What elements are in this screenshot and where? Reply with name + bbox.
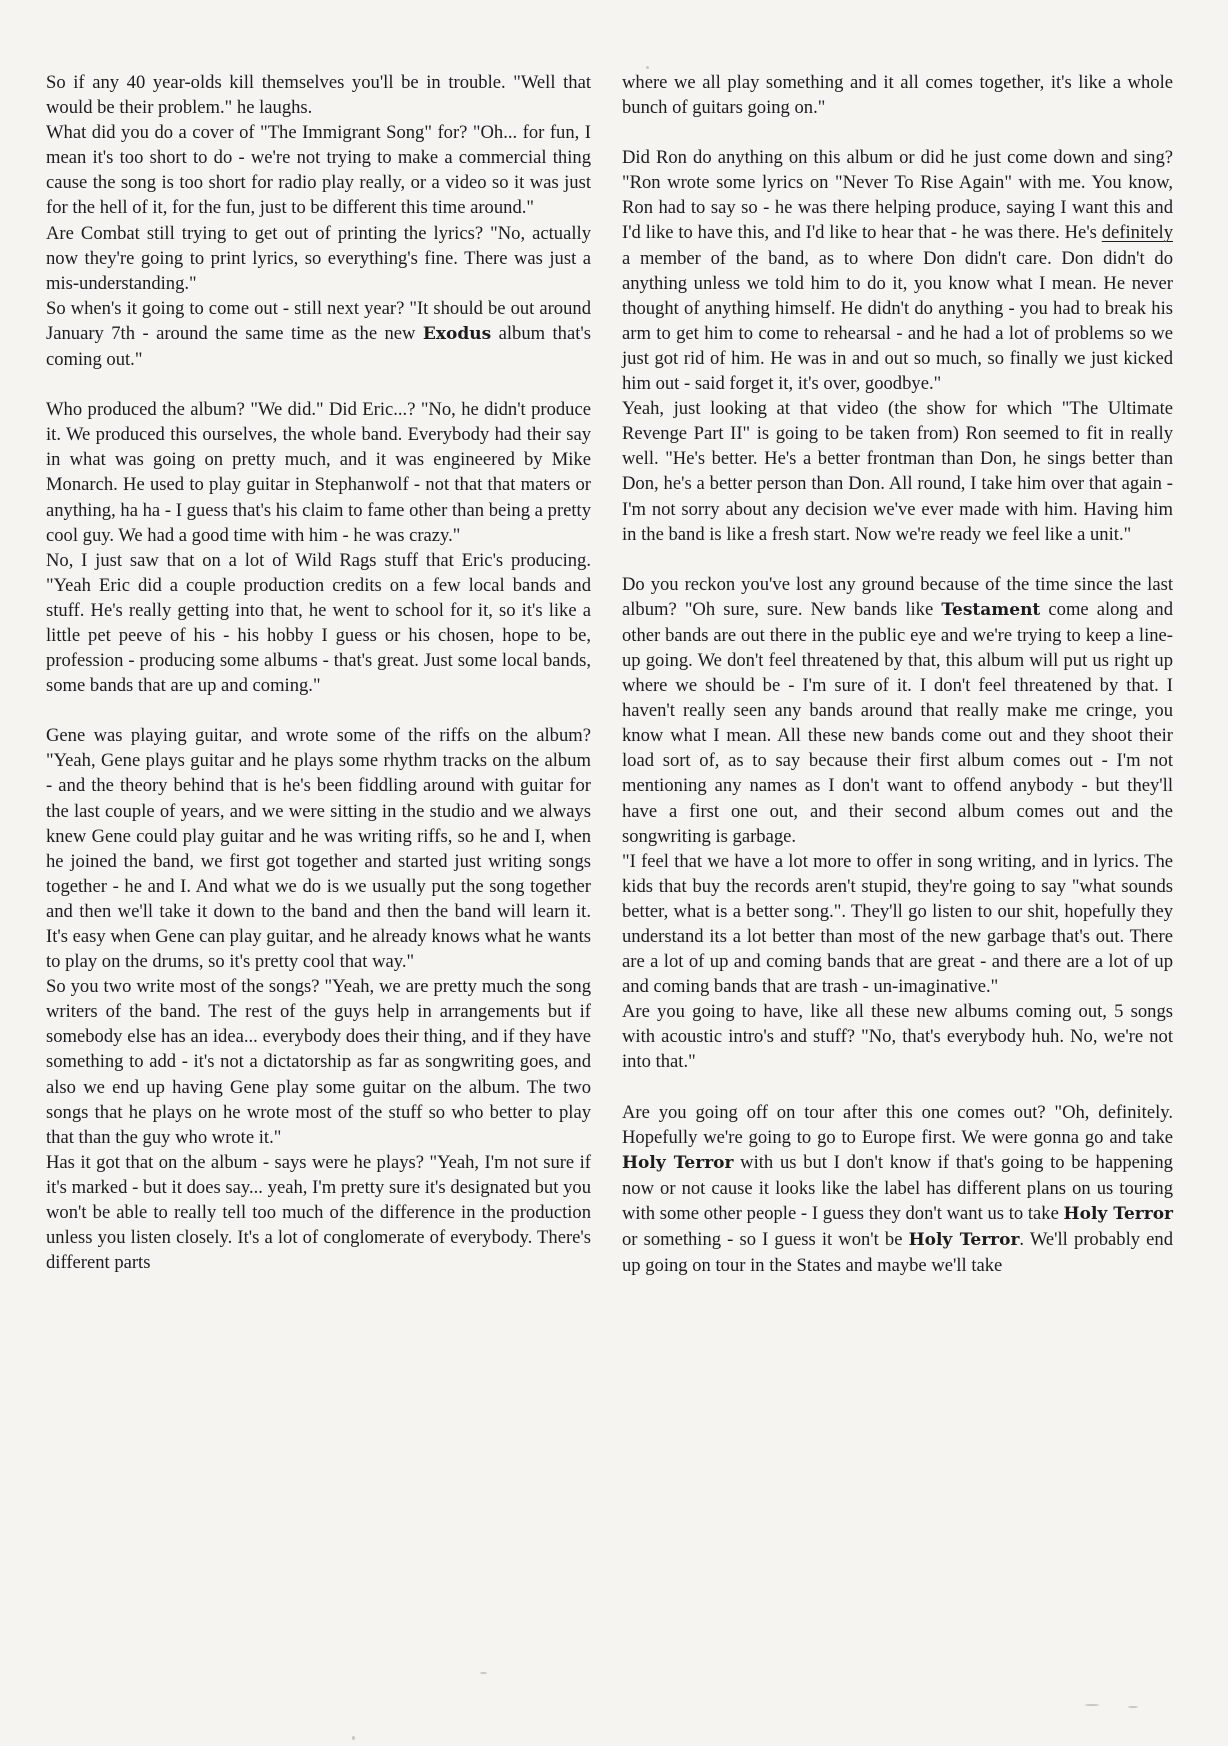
scan-speck xyxy=(480,1672,487,1674)
scan-speck xyxy=(352,1736,355,1740)
band-name: Testament xyxy=(941,599,1041,620)
scan-speck xyxy=(1128,1706,1138,1708)
paragraph: So when's it going to come out - still next year? "It should be out around January 7th - around the same time as the new Exodus album that's coming out." xyxy=(46,297,591,371)
paragraph: Are you going off on tour after this one comes out? "Oh, definitely. Hopefully we're going to go to Europe first. We were gonna go and take Holy Terror with us but I don't know if that's going to be happening now or not cause it looks like the label has different plans on us touring with some other people - I guess they don't want us to take Holy Terror or something - so I guess it won't be Holy Terror. We'll probably end up going on tour in the States and maybe we'll take xyxy=(622,1101,1173,1277)
paragraph: Are you going to have, like all these new albums coming out, 5 songs with acoustic intro's and stuff? "No, that's everybody huh. No, we're not into that." xyxy=(622,1001,1173,1073)
left-column xyxy=(46,70,591,1275)
band-name: Holy Terror xyxy=(1063,1203,1173,1224)
paragraph: Who produced the album? "We did." Did Eric...? "No, he didn't produce it. We produced this ourselves, the whole band. Everybody had their say in what was going on pretty much, and it was engineered by Mike Monarch. He used to play guitar in Stephanwolf - not that that maters or anything, ha ha - I guess that's his claim to fame other than being a pretty cool guy. We had a good time with him - he was crazy." xyxy=(46,399,591,546)
scan-speck xyxy=(1085,1704,1099,1706)
paragraph: Yeah, just looking at that video (the show for which "The Ultimate Revenge Part II" is going to be taken from) Ron seemed to fit in really well. "He's better. He's a better frontman than Don, he sings better than Don, he's a better person than Don. All round, I take him over that again - I'm not sorry about any decision we've ever made with him. Having him in the band is like a fresh start. Now we're ready we feel like a unit." xyxy=(622,398,1173,545)
paragraph: No, I just saw that on a lot of Wild Rags stuff that Eric's producing. "Yeah Eric did a couple production credits on a few local bands and stuff. He's really getting into that, he went to school for it, so it's like a little pet peeve of his - his hobby I guess or his chosen, hope to be, profession - producing some albums - that's great. Just some local bands, some bands that are up and coming." xyxy=(46,549,591,697)
paragraph: Has it got that on the album - says were he plays? "Yeah, I'm not sure if it's marked - but it does say... yeah, I'm pretty sure it's designated but you won't be able to really tell too much of the difference in the production unless you listen closely. It's a lot of conglomerate of everybody. There's different parts xyxy=(46,1151,591,1274)
band-name: Holy Terror xyxy=(622,1152,734,1173)
paragraph: where we all play something and it all comes together, it's like a whole bunch of guitars going on." xyxy=(622,72,1173,119)
band-name: Holy Terror xyxy=(908,1230,1020,1251)
scan-speck xyxy=(646,66,649,69)
paragraph: Are Combat still trying to get out of printing the lyrics? "No, actually now they're going to print lyrics, so everything's fine. There was just a mis-understanding." xyxy=(46,222,591,294)
paragraph: Did Ron do anything on this album or did he just come down and sing? "Ron wrote some lyrics on "Never To Rise Again" with me. You know, Ron had to say so - he was there helping produce, saying I want this and I'd like to have this, and I'd like to hear that - he was there. He's definitely a member of the band, as to where Don didn't care. Don didn't do anything unless we told him to do it, you know what I mean. He never thought of anything himself. He didn't do anything - you had to break his arm to get him to come to rehearsal - and he had a lot of problems so we just got rid of him. He was in and out so much, so finally we just kicked him out - said forget it, it's over, goodbye." xyxy=(622,147,1173,395)
paragraph: So you two write most of the songs? "Yeah, we are pretty much the song writers of the band. The rest of the guys help in arrangements but if somebody else has an idea... everybody does their thing, and if they have something to add - it's not a dictatorship as far as songwriting goes, and also we end up having Gene play some guitar on the album. The two songs that he plays on he wrote most of the stuff so who better to play that than the guy who wrote it." xyxy=(46,976,591,1148)
paragraph: So if any 40 year-olds kill themselves you'll be in trouble. "Well that would be their problem." he laughs. xyxy=(46,72,591,119)
right-column xyxy=(622,70,1173,1278)
paragraph: "I feel that we have a lot more to offer in song writing, and in lyrics. The kids that buy the records aren't stupid, they're going to say "what sounds better, what is a better song.". They'll go listen to our shit, hopefully they understand its a lot better than most of the new garbage that's out. There are a lot of up and coming bands that are great - and there are a lot of up and coming bands that are trash - un-imaginative." xyxy=(622,850,1173,998)
band-name: Exodus xyxy=(422,323,492,344)
paragraph: What did you do a cover of "The Immigrant Song" for? "Oh... for fun, I mean it's too short to do - we're not trying to make a commercial thing cause the song is too short for radio play really, or a video so it was just for the hell of it, for the fun, just to be different this time around." xyxy=(46,122,591,219)
paragraph: Gene was playing guitar, and wrote some of the riffs on the album? "Yeah, Gene plays guitar and he plays some rhythm tracks on the album - and the theory behind that is he's been fiddling around with guitar for the last couple of years, and we were sitting in the studio and we always knew Gene could play guitar and he was writing riffs, so he and I, when he joined the band, we first got together and started just writing songs together - he and I. And what we do is we usually put the song together and then we'll take it down to the band and then the band will learn it. It's easy when Gene can play guitar, and he already knows what he wants to play on the drums, so it's pretty cool that way." xyxy=(46,725,591,973)
underlined-word: definitely xyxy=(1101,222,1173,244)
paragraph: Do you reckon you've lost any ground because of the time since the last album? "Oh sure, sure. New bands like Testament come along and other bands are out there in the public eye and we're trying to keep a line-up going. We don't feel threatened by that, this album will put us right up where we should be - I'm sure of it. I don't feel threatened by that. I haven't really seen any bands around that really make me cringe, you know what I mean. All these new bands come out and they shoot their load sort of, as to say because their first album comes out - I'm not mentioning any names as I don't want to offend anybody - but they'll have a first one out, and their second album comes out and the songwriting is garbage. xyxy=(622,573,1173,847)
